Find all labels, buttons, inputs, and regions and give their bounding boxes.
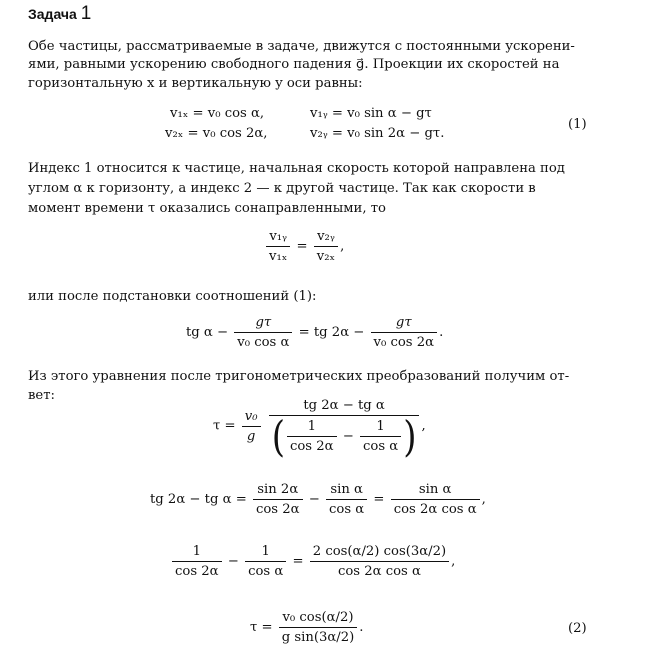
problem-heading (28, 4, 91, 24)
equation-v1y: v₁ᵧ = v₀ sin α − gτ (310, 106, 432, 121)
equation-number-2: (2) (568, 621, 587, 636)
paragraph-1-line-1: Обе частицы, рассматриваемые в задаче, движутся с постоянными ускорени- (28, 39, 575, 54)
fraction-v0-g: $\frac{\text{v₀}}{g}$ (242, 408, 261, 445)
equation-v2x: v₂ₓ = v₀ cos 2α, (165, 126, 268, 141)
heading-label: Задача (28, 6, 77, 22)
equation-ratio: $\frac{\text{v₁ᵧ}}{\text{v₁ₓ}}$ = $\frac{\text{v₂ᵧ}}{\text{v₂ₓ}}$ , (264, 228, 344, 265)
equation-tau: τ = $\frac{\text{v₀}}{g}$ tg 2α − tg α ( $\frac{1}{\cos 2\alpha}$ − $\frac{1}{\text{cos α}}$ ) , (213, 398, 426, 462)
equation-v1x: v₁ₓ = v₀ cos α, (170, 106, 265, 121)
paragraph-2-line-1: Индекс 1 относится к частице, начальная скорость которой направлена под (28, 161, 565, 176)
paragraph-4-line-2: вет: (28, 388, 55, 403)
equation-substitution: tg α − $\frac{g\tau}{\text{v₀ cos α}}$ = tg 2α − $\frac{g\tau}{\text{v₀ cos 2α}}$ . (186, 315, 444, 350)
paragraph-2-line-2: углом α к горизонту, а индекс 2 — к другой частице. Так как скорости в (28, 181, 536, 196)
equation-tg-identity: tg 2α − tg α = $\frac{\sin 2\alpha}{\cos 2\alpha}$ − $\frac{\text{sin α}}{\text{cos α}}$ = $\frac{\text{sin α}}{\text{cos 2α cos α}}$ , (150, 482, 486, 517)
fraction-v1: $\frac{\text{v₁ᵧ}}{\text{v₁ₓ}}$ (266, 228, 290, 265)
paragraph-3: или после подстановки соотношений (1): (28, 289, 317, 304)
paragraph-4-line-1: Из этого уравнения после тригонометрических преобразований получим от- (28, 369, 570, 384)
heading-number: 1 (80, 3, 92, 24)
equation-number-1: (1) (568, 117, 587, 132)
fraction-gt-cosa: $\frac{g\tau}{\text{v₀ cos α}}$ (234, 314, 292, 351)
equation-final-answer: τ = $\frac{\text{v₀ cos(α/2)}}{\text{g sin(3α/2)}}$ . (250, 610, 364, 645)
fraction-tg-over-cos: tg 2α − tg α ( $\frac{1}{\cos 2\alpha}$ − $\frac{1}{\text{cos α}}$ ) (269, 397, 420, 455)
equation-v2y: v₂ᵧ = v₀ sin 2α − gτ. (310, 126, 445, 141)
paragraph-2-line-3: момент времени τ оказались сонаправленными, то (28, 201, 386, 216)
fraction-gt-cos2a: $\frac{g\tau}{\text{v₀ cos 2α}}$ (371, 314, 438, 351)
equation-cos-identity: $\frac{1}{\cos 2\alpha}$ − $\frac{1}{\text{cos α}}$ = $\frac{2 \cos(\alpha/2) \cos(3\alpha/2)}{\text{cos 2α cos α}}$ , (170, 543, 455, 580)
fraction-v2: $\frac{\text{v₂ᵧ}}{\text{v₂ₓ}}$ (314, 228, 338, 265)
paragraph-1-line-2: ями, равными ускорению свободного падения g⃗. Проекции их скоростей на (28, 57, 560, 72)
paragraph-1-line-3: горизонтальную x и вертикальную y оси равны: (28, 76, 363, 91)
